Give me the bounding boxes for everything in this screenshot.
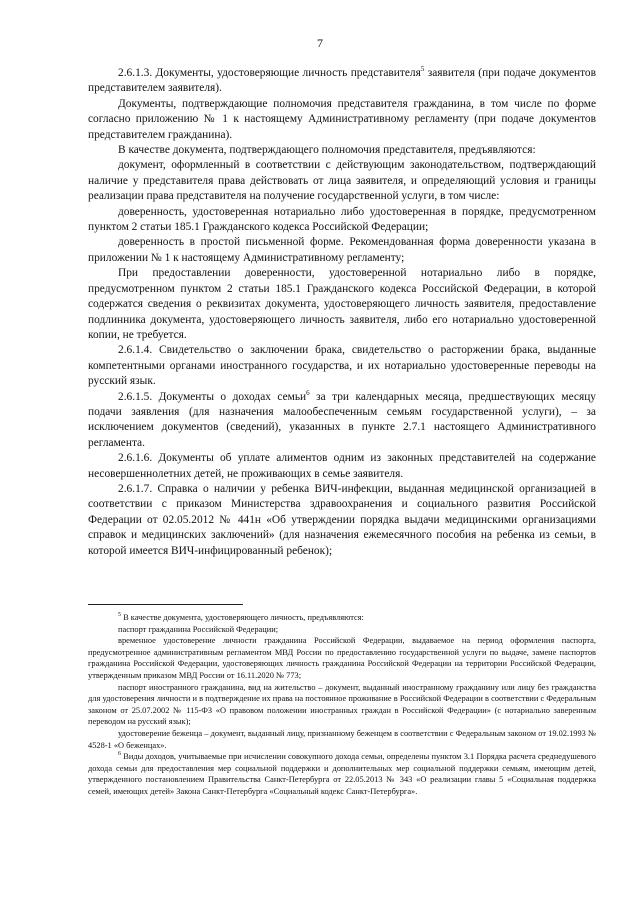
footnote-text: В качестве документа, удостоверяющего личность, предъявляются: — [121, 613, 364, 622]
footnote-item: паспорт гражданина Российской Федерации; — [118, 624, 279, 634]
footnote-ref: 5 — [420, 65, 425, 74]
footnote-5 — [88, 612, 596, 624]
footnote-item: временное удостоверение личности гражданина Российской Федерации, выдаваемое на период оформления паспорта, предусмотренное административным регламентом МВД России по предоставлению государственной услуги по выдаче, замене паспортов гражданина Российской Федерации, удостоверяющих личность гражданина Российской Федерации на территории Российской Федерации, утвержденным приказом МВД России от 16.11.2020 № 773; — [88, 636, 596, 680]
paragraph: доверенность в простой письменной форме. Рекомендованная форма доверенности указана в приложении № 1 к настоящему Административному регламенту; — [88, 236, 596, 264]
footnote-item: паспорт иностранного гражданина, вид на жительство – документ, выданный иностранному гражданину или лицу без гражданства для удостоверения личности и в подтверждение их права на постоянное проживание в Российской Федерации в соответствии с Федеральным законом от 25.07.2002 № 115-ФЗ «О правовом положении иностранных граждан в Российской Федерации» (с нотариально заверенным переводом на русский язык); — [88, 682, 596, 727]
footnote-separator — [88, 604, 243, 605]
paragraph-2-6-1-5 — [88, 390, 596, 452]
footnote-text: Виды доходов, учитываемые при исчислении совокупного дохода семьи, определены пунктом 3.1 Порядка расчета среднедушевого дохода семьи для предоставления мер социальной поддержки и дополнительных мер социальной поддержки семьям, имеющим детей, утвержденного постановлением Правительства Санкт-Петербурга от 22.05.2013 № 343 «О реализации главы 5 «Социальная поддержка семей, имеющих детей» Закона Санкт-Петербурга «Социальный кодекс Санкт-Петербурга». — [88, 752, 596, 796]
footnote-item: удостоверение беженца – документ, выданный лицу, признанному беженцем в соответствии с Федеральным законом от 19.02.1993 № 4528-1 «О беженцах». — [88, 728, 596, 750]
paragraph: документ, оформленный в соответствии с действующим законодательством, подтверждающий наличие у представителя права действовать от лица заявителя, и определяющий условия и границы реализации права представителя на получение государственной услуги, в том числе: — [88, 159, 596, 203]
paragraph-text: 2.6.1.5. Документы о доходах семьи — [118, 390, 307, 403]
paragraph-2-6-1-4: 2.6.1.4. Свидетельство о заключении брака, свидетельство о расторжении брака, выданные компетентными органами иностранного государства, и их нотариально удостоверенные переводы на русский язык. — [88, 344, 596, 388]
footnotes — [88, 612, 596, 798]
footnote-mark: 6 — [118, 751, 121, 758]
paragraph: При предоставлении доверенности, удостоверенной нотариально либо в порядке, предусмотренном пунктом 2 статьи 185.1 Гражданского кодекса Российской Федерации, в которой содержатся сведения о реквизитах документа, удостоверяющего личность заявителя, предоставление подлинника документа, удостоверяющего личность заявителя, либо его нотариально удостоверенной копии, не требуется. — [88, 267, 596, 341]
page-number: 7 — [317, 36, 323, 50]
footnote-6 — [88, 751, 596, 797]
paragraph-2-6-1-6: 2.6.1.6. Документы об уплате алиментов одним из законных представителей на содержание несовершеннолетних детей, не проживающих в семье заявителя. — [88, 452, 596, 480]
footnote-mark: 5 — [118, 612, 121, 619]
footnote-ref: 6 — [306, 388, 310, 397]
paragraph-text: 2.6.1.3. Документы, удостоверяющие личность представителя — [118, 67, 421, 79]
paragraph-text: заявителя (при подаче документов представителем заявителя). — [88, 67, 597, 95]
paragraph-2-6-1-3 — [88, 66, 596, 97]
paragraph-text: за три календарных месяца, предшествующих месяцу подачи заявления (для назначения малообеспеченным семьям государственной услуги), – за исключением документов (сведений), указанных в пункте 2.7.1 настоящего Административного регламента. — [88, 390, 596, 449]
paragraph: Документы, подтверждающие полномочия представителя гражданина, в том числе по форме согласно приложению № 1 к настоящему Административному регламенту (при подаче документов представителем гражданина). — [88, 97, 596, 141]
paragraph: доверенность, удостоверенная нотариально либо удостоверенная в порядке, предусмотренном пунктом 2 статьи 185.1 Гражданского кодекса Российской Федерации; — [88, 205, 596, 234]
paragraph: В качестве документа, подтверждающего полномочия представителя, предъявляются: — [118, 144, 536, 157]
paragraph-2-6-1-7: 2.6.1.7. Справка о наличии у ребенка ВИЧ-инфекции, выданная медицинской организацией в соответствии с приказом Министерства здравоохранения и социального развития Российской Федерации от 02.05.2012 № 441н «Об утверждении порядка выдачи медицинскими организациями справок и медицинских заключений» (для назначения ежемесячного пособия на ребенка из семьи, в которой имеется ВИЧ-инфицированный ребенок); — [88, 482, 596, 557]
document-body — [88, 66, 596, 559]
